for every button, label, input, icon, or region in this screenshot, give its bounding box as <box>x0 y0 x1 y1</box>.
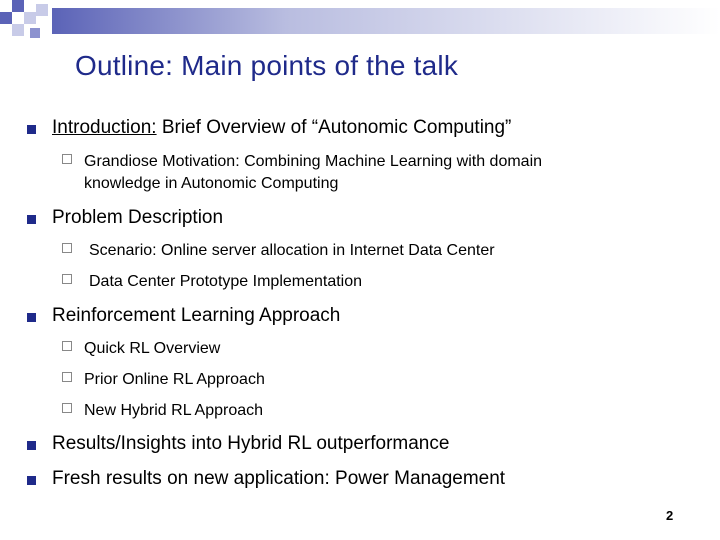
square-bullet-icon <box>27 125 36 134</box>
sub-bullet-text: Prior Online RL Approach <box>84 371 265 388</box>
sub-bullet-text: Quick RL Overview <box>84 340 221 357</box>
bullet-label: Results/Insights into Hybrid RL outperformance <box>52 433 450 454</box>
square-bullet-icon <box>27 313 36 322</box>
checkbox-bullet-icon <box>62 274 72 284</box>
bullet-label: Brief Overview of “Autonomic Computing” <box>156 117 512 138</box>
bullet-label-underlined: Introduction: <box>52 117 157 138</box>
square-bullet-icon <box>27 476 36 485</box>
bullet-label: Reinforcement Learning Approach <box>52 305 341 326</box>
bullet-label: Fresh results on new application: Power Management <box>52 468 506 489</box>
square-bullet-icon <box>27 215 36 224</box>
checkbox-bullet-icon <box>62 341 72 351</box>
sub-bullet-text: Grandiose Motivation: Combining Machine Learning with domain knowledge in Autonomic Computing <box>84 153 543 192</box>
checkbox-bullet-icon <box>62 372 72 382</box>
slide-title: Outline: Main points of the talk <box>75 50 459 81</box>
checkbox-bullet-icon <box>62 243 72 253</box>
sub-bullet-text: Scenario: Online server allocation in Internet Data Center <box>89 242 495 259</box>
bullet-label: Problem Description <box>52 207 224 228</box>
page-number: 2 <box>666 508 674 523</box>
checkbox-bullet-icon <box>62 154 72 164</box>
square-bullet-icon <box>27 441 36 450</box>
sub-bullet-text: New Hybrid RL Approach <box>84 402 264 419</box>
sub-bullet-text: Data Center Prototype Implementation <box>89 273 363 290</box>
checkbox-bullet-icon <box>62 403 72 413</box>
